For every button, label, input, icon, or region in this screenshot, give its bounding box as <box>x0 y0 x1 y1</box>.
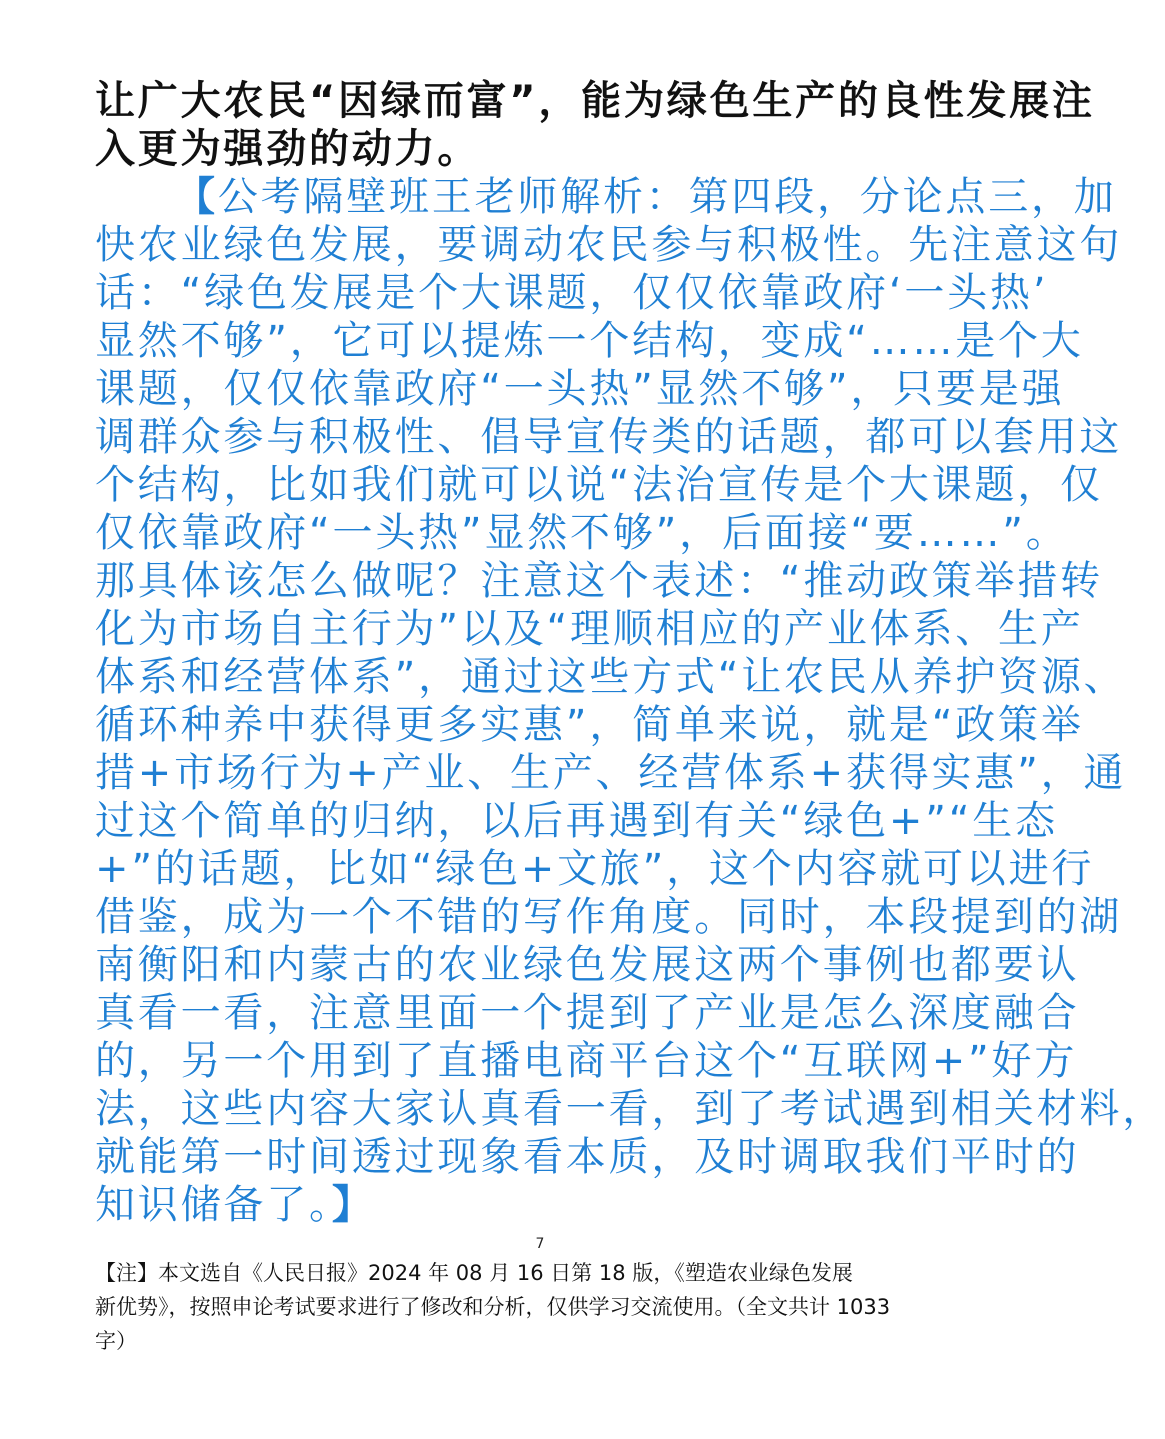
analysis-line-1: 公考隔壁班王老师解析：第四段，分论点三，加 <box>217 174 1117 220</box>
analysis-first-line <box>175 173 1117 221</box>
analysis-line: 体系和经营体系”，通过这些方式“让农民从养护资源、 <box>95 654 1127 700</box>
analysis-line: 措+市场行为+产业、生产、经营体系+获得实惠”，通 <box>95 750 1127 796</box>
analysis-line: 法，这些内容大家认真看一看，到了考试遇到相关材料， <box>95 1086 1165 1132</box>
analysis-line: 快农业绿色发展，要调动农民参与积极性。先注意这句 <box>95 222 1123 268</box>
analysis-last-line <box>95 1181 985 1229</box>
analysis-line: 南衡阳和内蒙古的农业绿色发展这两个事例也都要认 <box>95 942 1080 988</box>
analysis-line: 借鉴，成为一个不错的写作角度。同时，本段提到的湖 <box>95 894 1123 940</box>
analysis-line: 化为市场自主行为”以及“理顺相应的产业体系、生产 <box>95 606 1084 652</box>
analysis-line: 循环种养中获得更多实惠”，简单来说，就是“政策举 <box>95 702 1084 748</box>
analysis-line: 课题，仅仅依靠政府“一头热”显然不够”，只要是强 <box>95 366 1065 412</box>
analysis-line: 仅依靠政府“一头热”显然不够”，后面接“要……”。 <box>95 510 1069 556</box>
analysis-open-bracket: 【 <box>175 174 218 220</box>
analysis-line: 过这个简单的归纳，以后再遇到有关“绿色+”“生态 <box>95 798 1058 844</box>
analysis-line: 话：“绿色发展是个大课题，仅仅依靠政府‘一头热’ <box>95 270 1049 316</box>
analysis-line: 显然不够”，它可以提炼一个结构，变成“……是个大 <box>95 318 1084 364</box>
analysis-line: 个结构，比如我们就可以说“法治宣传是个大课题，仅 <box>95 462 1103 508</box>
intro-line-1: 让广大农民“因绿而富”，能为绿色生产的良性发展注 <box>95 78 1095 124</box>
footnote-line-1: 【注】本文选自《人民日报》2024 年 08 月 16 日第 18 版，《塑造农业绿色发展 <box>95 1261 853 1285</box>
analysis-line: 调群众参与积极性、倡导宣传类的话题，都可以套用这 <box>95 414 1123 460</box>
analysis-line: 那具体该怎么做呢？注意这个表述：“推动政策举措转 <box>95 558 1103 604</box>
page-number: 7 <box>535 1236 545 1252</box>
analysis-line: 的，另一个用到了直播电商平台这个“互联网+”好方 <box>95 1038 1078 1084</box>
footnote-line-3: 字） <box>95 1329 137 1353</box>
analysis-last-text: 知识储备了。 <box>95 1182 332 1228</box>
intro-line-2: 入更为强劲的动力。 <box>95 126 481 172</box>
analysis-line: +”的话题，比如“绿色+文旅”，这个内容就可以进行 <box>95 846 1095 892</box>
analysis-close-bracket: 】 <box>331 1182 375 1228</box>
footnote-line-2: 新优势》，按照申论考试要求进行了修改和分析，仅供学习交流使用。（全文共计 1033 <box>95 1295 891 1319</box>
analysis-line: 真看一看，注意里面一个提到了产业是怎么深度融合 <box>95 990 1080 1036</box>
analysis-line: 就能第一时间透过现象看本质，及时调取我们平时的 <box>95 1134 1080 1180</box>
